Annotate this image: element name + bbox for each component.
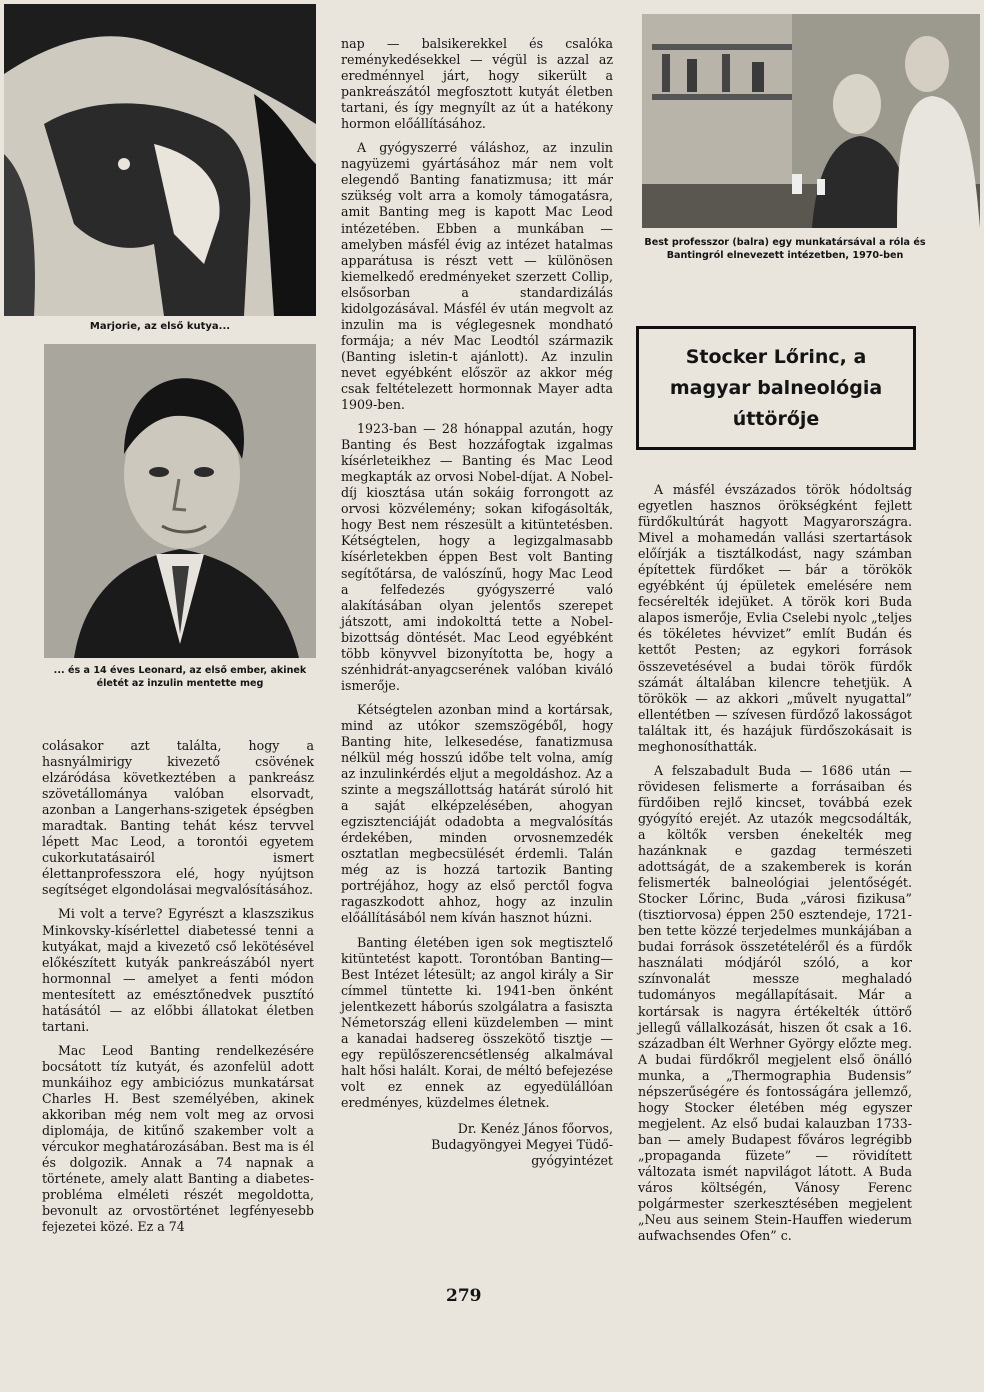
boy-caption: ... és a 14 éves Leonard, az első ember, akinek életét az inzulin mentette meg bbox=[53, 665, 307, 689]
column-2 bbox=[341, 36, 613, 1169]
col2-paragraph: nap — balsikerekkel és csalóka reménykedésekkel — végül is azzal az eredménnyel járt, hogy sikerült a pankreászától megfosztott kutyát életben tartani, és így megnyílt az út a hatékony hormon előállításához. bbox=[341, 36, 613, 132]
lab-photo bbox=[642, 14, 980, 228]
col2-paragraph: A gyógyszerré váláshoz, az inzulin nagyüzemi gyártásához már nem volt elegendő Banting fanatizmusa; itt már szükség volt arra a komoly támogatásra, amit Banting meg is kapott Mac Leod intézetében. Ebben a munkában — amelyben másfél évig az intézet hatalmas apparátusa is részt vett — különösen kiemelkedő eredményeket szerzett Collip, elsősorban a standardizálás kidolgozásával. Másfél év után megvolt az inzulin ma is véglegesnek mondható formája; a név Mac Leodtól származik (Banting isletin-t ajánlott). Az inzulin nevet egyébként először az akkor még csak feltételezett hormonnak Mayer adta 1909-ben. bbox=[341, 140, 613, 413]
dog-caption: Marjorie, az első kutya... bbox=[89, 321, 231, 332]
lab-illustration bbox=[642, 14, 980, 228]
page-number: 279 bbox=[446, 1286, 482, 1306]
dog-photo bbox=[4, 4, 316, 316]
column-1 bbox=[42, 738, 314, 1235]
col1-paragraph: colásakor azt találta, hogy a hasnyálmirigy kivezető csövének elzáródása következtében a pankreász szövetállománya valóban elsorvadt, azonban a Langerhans-szigetek épségben maradtak. Banting tehát kész tervvel lépett Mac Leod, a torontói egyetem cukorkutatásairól ismert élettanprofesszora elé, hogy nyújtson segítséget elgondolásai megvalósításához. bbox=[42, 738, 314, 898]
signature-line: Dr. Kenéz János főorvos, bbox=[457, 1121, 613, 1137]
col2-paragraph: Kétségtelen azonban mind a kortársak, mind az utókor szemszögéből, hogy Banting hite, lelkesedése, fanatizmusa nélkül még hosszú időbe telt volna, amíg az inzulinkérdés eljut a megoldáshoz. Az a szinte a megszállottság határát súroló hit a saját elképzelésében, ahogyan egzisztenciáját odadobta a megvalósítás érdekében, minden orvosnemzedék osztatlan megbecsülését érdemli. Talán még az is hozzá tartozik Banting portréjához, hogy az első perctől fogva ragaszkodott ahhoz, hogy az inzulin előállításából nem kíván hasznot húzni. bbox=[341, 701, 613, 926]
article-title-box bbox=[636, 326, 916, 450]
article-title: Stocker Lőrinc, a magyar balneológia úttörője bbox=[669, 345, 883, 430]
signature-line: gyógyintézet bbox=[531, 1153, 613, 1169]
boy-portrait-illustration bbox=[44, 344, 316, 658]
signature bbox=[341, 1121, 613, 1169]
lab-caption: Best professzor (balra) egy munkatársával a róla és Bantingról elnevezett intézetben, 1970-ben bbox=[644, 237, 926, 261]
col2-paragraph: Banting életében igen sok megtisztelő kitüntetést kapott. Torontóban Banting—Best Intézet létesült; az angol király a Sir címmel tüntette ki. 1941-ben önként jelentkezett háborús szolgálatra a fasiszta Németország elleni küzdelemben — mint a kanadai hadsereg összekötő tisztje — egy repülőszerencsétlenség alkalmával halt hősi halált. Korai, de méltó befejezése volt ez ennek az egyedülállóan eredményes, küzdelmes életnek. bbox=[341, 934, 613, 1110]
col1-paragraph: Mac Leod Banting rendelkezésére bocsátott tíz kutyát, és azonfelül adott munkáihoz egy ambiciózus munkatársat Charles H. Best személyében, akinek akkoriban még nem volt meg az orvosi diplomája, de kitűnő szakember volt a vércukor meghatározásában. Best ma is él és dolgozik. Annak a 74 napnak a története, amely alatt Banting a diabetes-probléma elméleti részét megoldotta, bevonult az orvostörténet legfényesebb fejezetei közé. Ez a 74 bbox=[42, 1042, 314, 1235]
signature-line: Budagyöngyei Megyei Tüdő- bbox=[431, 1137, 613, 1153]
col3-paragraph: A másfél évszázados török hódoltság egyetlen hasznos örökségként fejlett fürdőkultúrát hagyott Magyarországra. Mivel a mohamedán vallási szertartások előírják a tisztálkodást, nagy számban építettek fürdőket — bár a törökök egyébként új épületek emelésére nem fecsérelték idejüket. A török kori Buda alapos ismerője, Evlia Cselebi nyolc „teljes és tökéletes hévvizet” említ Budán és kettőt Pesten; az egykori források összevetésével a budai török fürdők számát általában kilencre tehetjük. A törökök — az akkori „művelt nyugattal” ellentétben — szívesen fürdőző lakosságot találtak itt, és hazájuk fürdőszokásait is meghonosíthatták. bbox=[638, 482, 912, 754]
col3-paragraph: A felszabadult Buda — 1686 után — rövidesen felismerte a forrásaiban és fürdőiben rejlő kincset, továbbá ezek gyógyító erejét. Az utazók megcsodálták, a költők versben énekelték meg hazánknak e gazdag természeti adottságát, de a szakemberek is korán felismerték balneológiai jelentőségét. Stocker Lőrinc, Buda „városi fizikusa” (tisztiorvosa) éppen 250 esztendeje, 1721-ben tette közzé terjedelmes munkájában a budai források összetételéről és a fürdők használati módjáról szóló, a kor színvonalát messze meghaladó tudományos megállapításait. Már a kortársak is nagyra értékelték úttörő jellegű vállalkozását, hiszen őt csak a 16. században élt Werhner György előzte meg. A budai fürdőkről megjelent első önálló munka, a „Thermographia Budensis” népszerűségére és fontosságára jellemző, hogy Stocker életében még egyszer megjelent. Az első budai kalauzban 1733-ban — amely Budapest főváros legrégibb „propaganda füzete” — rövidített változata ismét napvilágot látott. A Buda város költségén, Vánosy Ferenc polgármester szerkesztésében megjelent „Neu aus seinem Stein-Hauffen wiederum aufwachsendes Ofen” c. bbox=[638, 762, 912, 1244]
col1-paragraph: Mi volt a terve? Egyrészt a klaszszikus Minkovsky-kísérlettel diabetessé tenni a kutyákat, majd a kivezető cső lekötésével előkészített kutyák pankreászából nyert hormonnal — amelyet a fenti módon mentesített az emésztőnedvek pusztító hatásától — az előbbi állatokat életben tartani. bbox=[42, 906, 314, 1034]
col2-paragraph: 1923-ban — 28 hónappal azután, hogy Banting és Best hozzáfogtak izgalmas kísérleteikhez — Banting és Mac Leod megkapták az orvosi Nobel-díjat. A Nobel-díj kiosztása után sokáig forrongott az orvosi közvélemény; sokan kifogásolták, hogy Best nem részesült a kitüntetésben. Kétségtelen, hogy a legizgalmasabb kísérletekben éppen Best volt Banting segítőtársa, de valószínű, hogy Mac Leod a felfedezés gyógyszerré való alakításában olyan jelentős szerepet játszott, ami indokolttá tette a Nobel-bizottság döntését. Mac Leod egyébként több könyvvel bizonyította be, hogy a szénhidrát-anyagcserének valóban kiváló ismerője. bbox=[341, 421, 613, 693]
boy-photo bbox=[44, 344, 316, 658]
dog-illustration bbox=[4, 4, 316, 316]
column-3 bbox=[638, 482, 912, 1244]
